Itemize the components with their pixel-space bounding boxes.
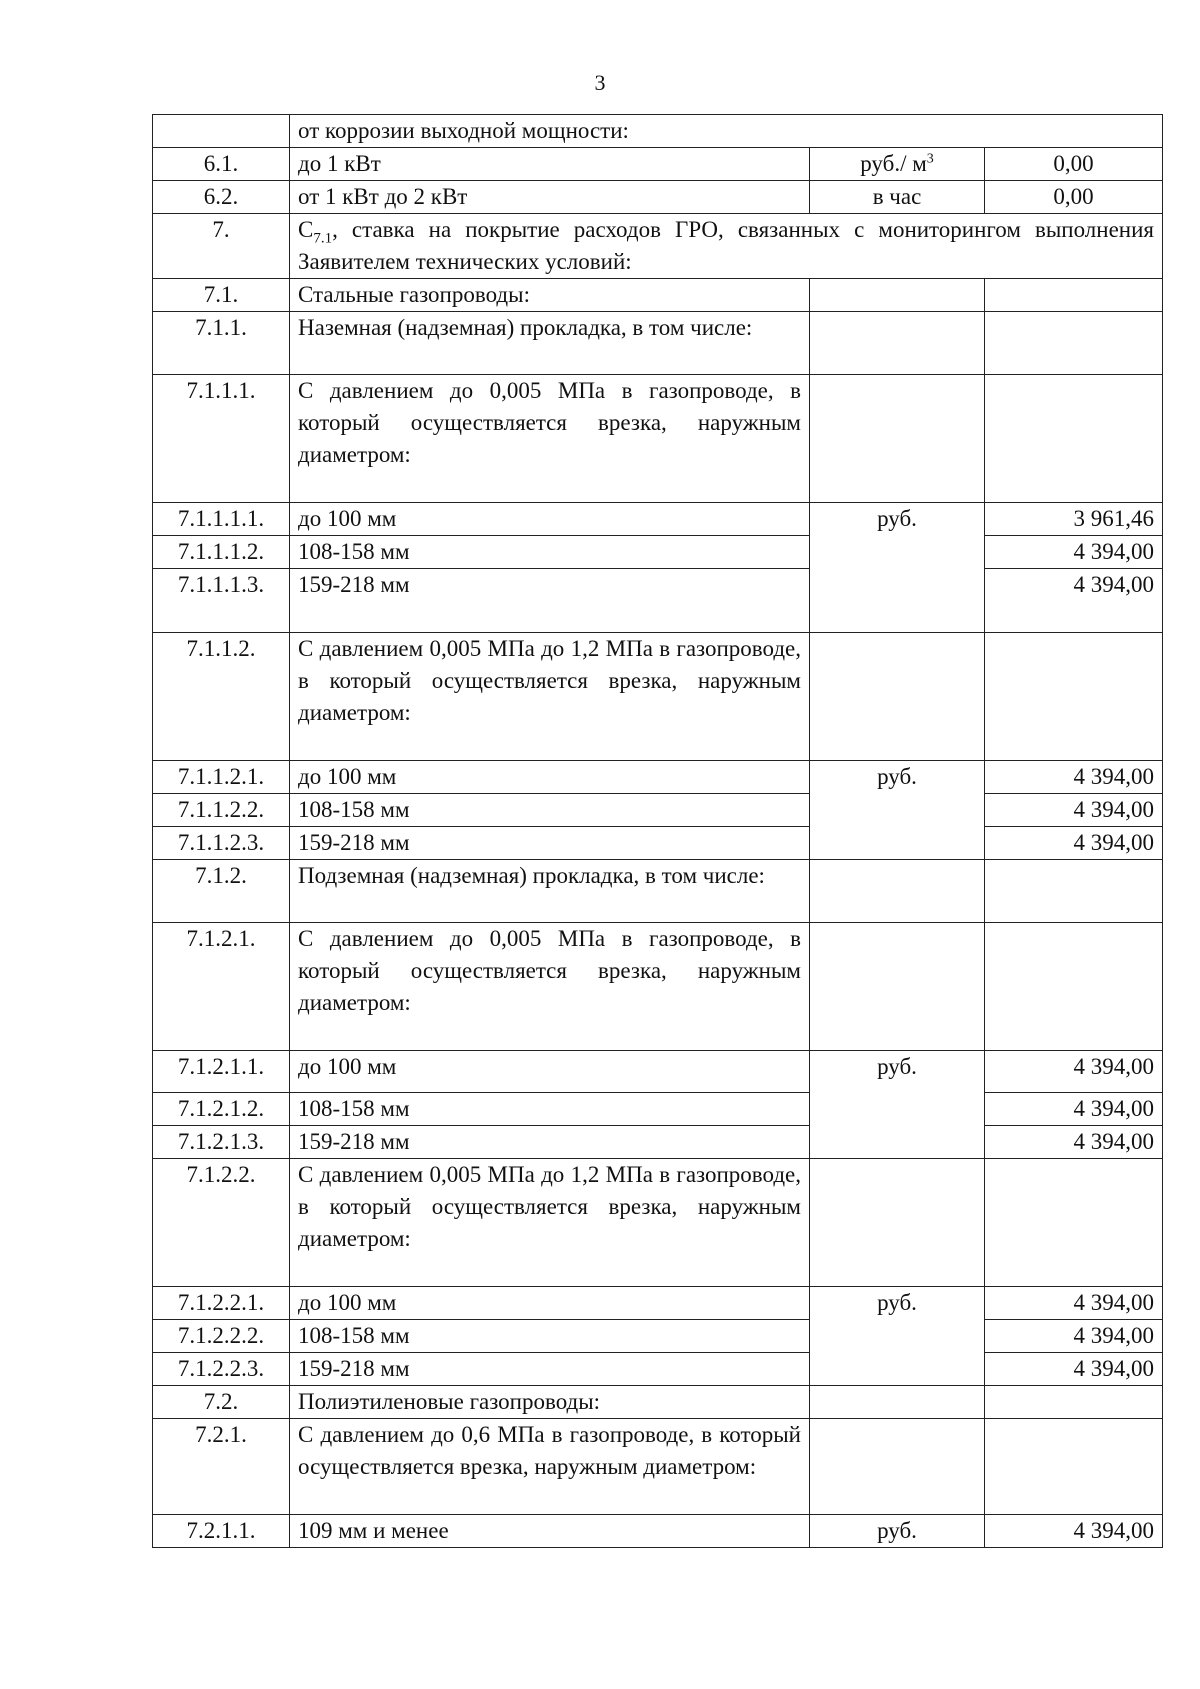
table-row <box>153 1320 1163 1353</box>
row-description: С давлением 0,005 МПа до 1,2 МПа в газопроводе, в который осуществляется врезка, наружным диаметром: <box>290 633 810 761</box>
unit-cell: руб. <box>810 1051 985 1159</box>
row-number: 7.1.2. <box>153 860 290 923</box>
table-row <box>153 794 1163 827</box>
row-number: 7.1.1.1.3. <box>153 569 290 633</box>
row-description: 159-218 мм <box>290 569 810 633</box>
row-description: 159-218 мм <box>290 827 810 860</box>
row-number: 7.1.2.2.1. <box>153 1287 290 1320</box>
table-row <box>153 536 1163 569</box>
table-row <box>153 375 1163 503</box>
row-number: 6.2. <box>153 181 290 214</box>
value-cell <box>985 860 1163 923</box>
unit-cell <box>810 312 985 375</box>
value-cell <box>985 1419 1163 1515</box>
value-cell <box>985 375 1163 503</box>
row-number: 7.1.2.1. <box>153 923 290 1051</box>
value-cell: 0,00 <box>985 181 1163 214</box>
table-row <box>153 1386 1163 1419</box>
value-cell: 4 394,00 <box>985 1515 1163 1548</box>
unit-superscript: 3 <box>926 151 934 167</box>
value-cell: 3 961,46 <box>985 503 1163 536</box>
value-cell: 4 394,00 <box>985 569 1163 633</box>
unit-cell <box>810 1419 985 1515</box>
table-row <box>153 1419 1163 1515</box>
value-cell: 4 394,00 <box>985 1093 1163 1126</box>
unit-cell: руб. <box>810 1287 985 1386</box>
unit-cell <box>810 1386 985 1419</box>
table-row <box>153 923 1163 1051</box>
unit-cell <box>810 923 985 1051</box>
row-description: С давлением до 0,6 МПа в газопроводе, в который осуществляется врезка, наружным диаметром: <box>290 1419 810 1515</box>
row-description: до 100 мм <box>290 761 810 794</box>
row-description: С давлением 0,005 МПа до 1,2 МПа в газопроводе, в который осуществляется врезка, наружным диаметром: <box>290 1159 810 1287</box>
rate-symbol: С <box>298 217 314 242</box>
row-description: от коррозии выходной мощности: <box>290 115 1163 148</box>
row-description: Наземная (надземная) прокладка, в том числе: <box>290 312 810 375</box>
table-row <box>153 633 1163 761</box>
row-number: 7.1.2.2. <box>153 1159 290 1287</box>
value-cell: 4 394,00 <box>985 827 1163 860</box>
row-number: 7.1. <box>153 279 290 312</box>
value-cell: 4 394,00 <box>985 1353 1163 1386</box>
value-cell <box>985 1386 1163 1419</box>
table-row <box>153 569 1163 633</box>
rate-description: , ставка на покрытие расходов ГРО, связанных с мониторингом выполнения Заявителем технических условий: <box>298 217 1154 274</box>
row-number: 7.1.2.2.2. <box>153 1320 290 1353</box>
table-row <box>153 1353 1163 1386</box>
row-number: 7.1.1.1.1. <box>153 503 290 536</box>
row-description <box>290 214 1163 279</box>
table-row <box>153 181 1163 214</box>
rate-subscript: 7.1 <box>313 230 333 247</box>
value-cell: 4 394,00 <box>985 1051 1163 1093</box>
table-row <box>153 1287 1163 1320</box>
row-description: 108-158 мм <box>290 536 810 569</box>
table-row <box>153 148 1163 181</box>
value-cell: 4 394,00 <box>985 794 1163 827</box>
tariff-table <box>152 114 1163 1548</box>
value-cell <box>985 923 1163 1051</box>
row-description: 108-158 мм <box>290 1093 810 1126</box>
table-row <box>153 1515 1163 1548</box>
unit-cell <box>810 633 985 761</box>
row-number: 7.1.1.2.1. <box>153 761 290 794</box>
value-cell: 4 394,00 <box>985 1287 1163 1320</box>
row-number: 7.2.1. <box>153 1419 290 1515</box>
row-number: 7.1.1. <box>153 312 290 375</box>
table-row <box>153 860 1163 923</box>
table-row <box>153 279 1163 312</box>
row-number: 7.1.1.2.2. <box>153 794 290 827</box>
row-description: до 1 кВт <box>290 148 810 181</box>
row-number: 7.1.2.1.3. <box>153 1126 290 1159</box>
row-number: 7.1.1.1.2. <box>153 536 290 569</box>
value-cell: 4 394,00 <box>985 761 1163 794</box>
row-description: Подземная (надземная) прокладка, в том числе: <box>290 860 810 923</box>
row-description: 109 мм и менее <box>290 1515 810 1548</box>
table-row <box>153 503 1163 536</box>
row-number: 7.2.1.1. <box>153 1515 290 1548</box>
row-number: 7.1.2.2.3. <box>153 1353 290 1386</box>
row-number <box>153 115 290 148</box>
table-row <box>153 1093 1163 1126</box>
value-cell <box>985 312 1163 375</box>
value-cell <box>985 1159 1163 1287</box>
row-description: 108-158 мм <box>290 1320 810 1353</box>
table-row <box>153 312 1163 375</box>
row-number: 6.1. <box>153 148 290 181</box>
row-description: до 100 мм <box>290 1287 810 1320</box>
unit-cell: руб. <box>810 761 985 860</box>
table-row <box>153 1126 1163 1159</box>
row-description: С давлением до 0,005 МПа в газопроводе, в который осуществляется врезка, наружным диаметром: <box>290 923 810 1051</box>
row-number: 7.1.2.1.2. <box>153 1093 290 1126</box>
unit-cell <box>810 860 985 923</box>
row-description: Полиэтиленовые газопроводы: <box>290 1386 810 1419</box>
table-row <box>153 115 1163 148</box>
row-description: Стальные газопроводы: <box>290 279 810 312</box>
table-row <box>153 1159 1163 1287</box>
row-description: от 1 кВт до 2 кВт <box>290 181 810 214</box>
value-cell: 4 394,00 <box>985 1126 1163 1159</box>
row-number: 7. <box>153 214 290 279</box>
unit-cell <box>810 148 985 181</box>
unit-cell: руб. <box>810 503 985 633</box>
row-number: 7.1.1.2. <box>153 633 290 761</box>
table-row <box>153 761 1163 794</box>
unit-cell <box>810 279 985 312</box>
row-description: до 100 мм <box>290 1051 810 1093</box>
row-description: до 100 мм <box>290 503 810 536</box>
row-number: 7.2. <box>153 1386 290 1419</box>
table-row <box>153 827 1163 860</box>
row-description: 159-218 мм <box>290 1126 810 1159</box>
row-description: 108-158 мм <box>290 794 810 827</box>
unit-cell <box>810 1159 985 1287</box>
row-description: 159-218 мм <box>290 1353 810 1386</box>
unit-text: руб./ м <box>860 151 927 176</box>
row-description: С давлением до 0,005 МПа в газопроводе, в который осуществляется врезка, наружным диаметром: <box>290 375 810 503</box>
value-cell: 0,00 <box>985 148 1163 181</box>
value-cell <box>985 633 1163 761</box>
value-cell: 4 394,00 <box>985 1320 1163 1353</box>
table-row <box>153 214 1163 279</box>
row-number: 7.1.1.2.3. <box>153 827 290 860</box>
page-number: 3 <box>594 70 606 95</box>
unit-cell: в час <box>810 181 985 214</box>
table-row <box>153 1051 1163 1093</box>
row-number: 7.1.2.1.1. <box>153 1051 290 1093</box>
unit-cell <box>810 375 985 503</box>
value-cell <box>985 279 1163 312</box>
value-cell: 4 394,00 <box>985 536 1163 569</box>
unit-cell: руб. <box>810 1515 985 1548</box>
row-number: 7.1.1.1. <box>153 375 290 503</box>
